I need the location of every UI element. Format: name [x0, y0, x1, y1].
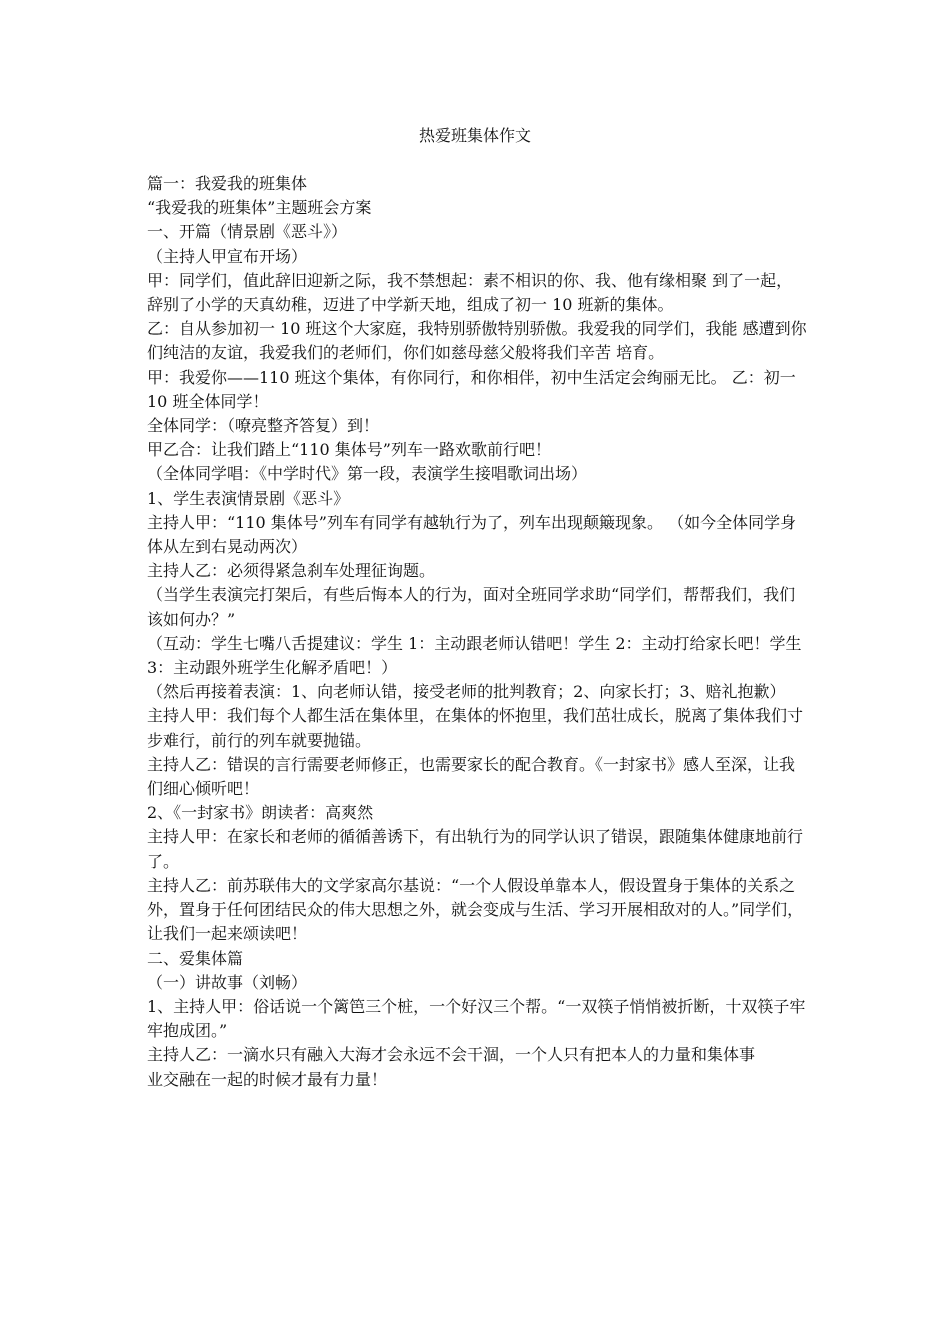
paragraph: （主持人甲宣布开场） [147, 246, 308, 266]
paragraph: （然后再接着表演：1、向老师认错，接受老师的批判教育；2、向家长打；3、赔礼抱歉） [147, 682, 786, 702]
paragraph: 主持人甲：在家长和老师的循循善诱下，有出轨行为的同学认识了错误，跟随集体健康地前行了。 [147, 827, 804, 871]
paragraph: 甲乙合：让我们踏上“110 集体号”列车一路欢歌前行吧！ [147, 440, 551, 460]
paragraph: 甲：我爱你——110 班这个集体，有你同行，和你相伴，初中生活定会绚丽无比。 乙：初一 10 班全体同学！ [147, 367, 801, 411]
paragraph: （当学生表演完打架后，有些后悔本人的行为，面对全班同学求助“同学们，帮帮我们，我们该如何办？” [147, 585, 796, 629]
paragraph: 一、开篇（情景剧《恶斗》） [147, 222, 348, 242]
paragraph: 乙：自从参加初一 10 班这个大家庭，我特别骄傲特别骄傲。我爱我的同学们，我能 感遭到你们纯洁的友谊，我爱我们的老师们，你们如慈母慈父般将我们辛苦 培育。 [147, 319, 807, 363]
paragraph: （全体同学唱：《中学时代》第一段，表演学生接唱歌词出场） [147, 464, 588, 484]
paragraph: 主持人乙：错误的言行需要老师修正，也需要家长的配合教育。《一封家书》感人至深，让我们细心倾听吧！ [147, 754, 796, 799]
paragraph: （一）讲故事（刘畅） [147, 972, 308, 992]
paragraph: 主持人甲：“110 集体号”列车有同学有越轨行为了，列车出现颠簸现象。 （如今全体同学身体从左到右晃动两次） [147, 512, 797, 557]
paragraph: 主持人乙：前苏联伟大的文学家高尔基说：“一个人假设单靠本人，假设置身于集体的关系之外，置身于任何团结民众的伟大思想之外，就会变成与生活、学习开展相敌对的人。”同学们，让我们一起来颂读吧！ [147, 875, 804, 944]
paragraph: （互动：学生七嘴八舌提建议：学生 1：主动跟老师认错吧！学生 2：主动打给家长吧！学生 3：主动跟外班学生化解矛盾吧！） [147, 633, 807, 678]
paragraph: 主持人甲：我们每个人都生活在集体里，在集体的怀抱里，我们茁壮成长，脱离了集体我们寸步难行，前行的列车就要抛锚。 [147, 706, 804, 750]
paragraph: 全体同学：（嘹亮整齐答复）到！ [147, 416, 380, 436]
paragraph: 业交融在一起的时候才最有力量！ [147, 1069, 388, 1089]
paragraph: 甲：同学们，值此辞旧迎新之际，我不禁想起：素不相识的你、我、他有缘相聚 到了一起，辞别了小学的天真幼稚，迈进了中学新天地，组成了初一 10 班新的集体。 [147, 270, 793, 315]
paragraph: 篇一：我爱我的班集体 [147, 174, 308, 193]
paragraph: 主持人乙：一滴水只有融入大海才会永远不会干涸，一个人只有把本人的力量和集体事 [147, 1045, 756, 1065]
paragraph: 1、主持人甲：俗话说一个篱笆三个桩，一个好汉三个帮。“一双筷子悄悄被折断，十双筷子牢牢抱成团。” [147, 996, 806, 1041]
paragraph: 主持人乙：必须得紧急刹车处理征询题。 [147, 561, 436, 581]
paragraph: “我爱我的班集体”主题班会方案 [147, 198, 372, 218]
document-body [147, 172, 807, 1092]
paragraph: 2、《一封家书》朗读者：高爽然 [147, 803, 374, 823]
paragraph: 二、爱集体篇 [147, 948, 244, 968]
document-title: 热爱班集体作文 [418, 126, 531, 145]
paragraph: 1、学生表演情景剧《恶斗》 [147, 488, 350, 508]
